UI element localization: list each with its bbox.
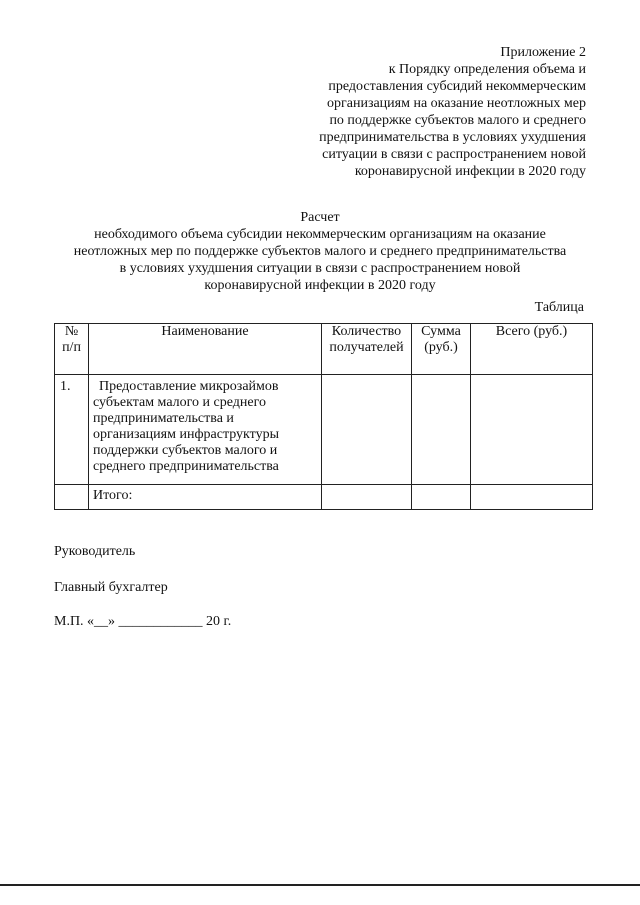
appendix-line: организациям на оказание неотложных мер bbox=[327, 96, 586, 111]
total-row-num bbox=[55, 485, 89, 510]
document-title bbox=[40, 209, 600, 294]
appendix-line: по поддержке субъектов малого и среднего bbox=[329, 113, 586, 128]
header-quantity-line: получателей bbox=[329, 340, 404, 355]
appendix-line: ситуации в связи с распространением новой bbox=[322, 147, 586, 162]
total-row-total bbox=[471, 485, 593, 510]
appendix-line: предпринимательства в условиях ухудшения bbox=[319, 130, 586, 145]
total-row-sum bbox=[412, 485, 471, 510]
table-total-row bbox=[55, 485, 593, 510]
table-row bbox=[55, 375, 593, 485]
appendix-line: коронавирусной инфекции в 2020 году bbox=[354, 164, 586, 179]
row-name-line: предпринимательства и bbox=[93, 411, 234, 426]
calculation-table bbox=[54, 323, 593, 510]
row-sum bbox=[412, 375, 471, 485]
header-quantity bbox=[322, 324, 412, 375]
table-label: Таблица bbox=[534, 300, 584, 315]
row-name-line: поддержки субъектов малого и bbox=[93, 443, 278, 458]
header-name: Наименование bbox=[89, 324, 322, 375]
row-name-line: Предоставление микрозаймов bbox=[99, 379, 279, 394]
row-num: 1. bbox=[55, 375, 89, 485]
table-header-row bbox=[55, 324, 593, 375]
total-row-quantity bbox=[322, 485, 412, 510]
signature-head: Руководитель bbox=[54, 544, 136, 559]
title-line: в условиях ухудшения ситуации в связи с распространением новой bbox=[119, 261, 521, 276]
header-num-line: п/п bbox=[62, 340, 81, 355]
header-sum-line: Сумма bbox=[421, 324, 461, 339]
header-num bbox=[55, 324, 89, 375]
row-name-line: субъектам малого и среднего bbox=[93, 395, 266, 410]
title-line: необходимого объема субсидии некоммерческим организациям на оказание bbox=[94, 227, 546, 242]
appendix-line: предоставления субсидий некоммерческим bbox=[328, 79, 586, 94]
row-name bbox=[89, 375, 322, 485]
appendix-line: к Порядку определения объема и bbox=[388, 62, 586, 77]
page-bottom-rule bbox=[0, 884, 640, 886]
header-sum bbox=[412, 324, 471, 375]
signature-accountant: Главный бухгалтер bbox=[54, 580, 168, 595]
row-name-line: организациям инфраструктуры bbox=[93, 427, 280, 442]
title-line: коронавирусной инфекции в 2020 году bbox=[204, 278, 436, 293]
row-quantity bbox=[322, 375, 412, 485]
header-total: Всего (руб.) bbox=[471, 324, 593, 375]
header-sum-line: (руб.) bbox=[424, 340, 458, 355]
appendix-heading bbox=[286, 44, 586, 180]
header-quantity-line: Количество bbox=[331, 324, 402, 339]
title-line: неотложных мер по поддержке субъектов малого и среднего предпринимательства bbox=[73, 244, 567, 259]
row-name-line: среднего предпринимательства bbox=[93, 459, 279, 474]
row-total bbox=[471, 375, 593, 485]
header-num-line: № bbox=[64, 324, 79, 339]
appendix-line: Приложение 2 bbox=[500, 45, 586, 60]
stamp-date-line: М.П. «__» ____________ 20 г. bbox=[54, 614, 232, 629]
total-row-label: Итого: bbox=[89, 485, 322, 510]
title-heading: Расчет bbox=[300, 210, 340, 225]
